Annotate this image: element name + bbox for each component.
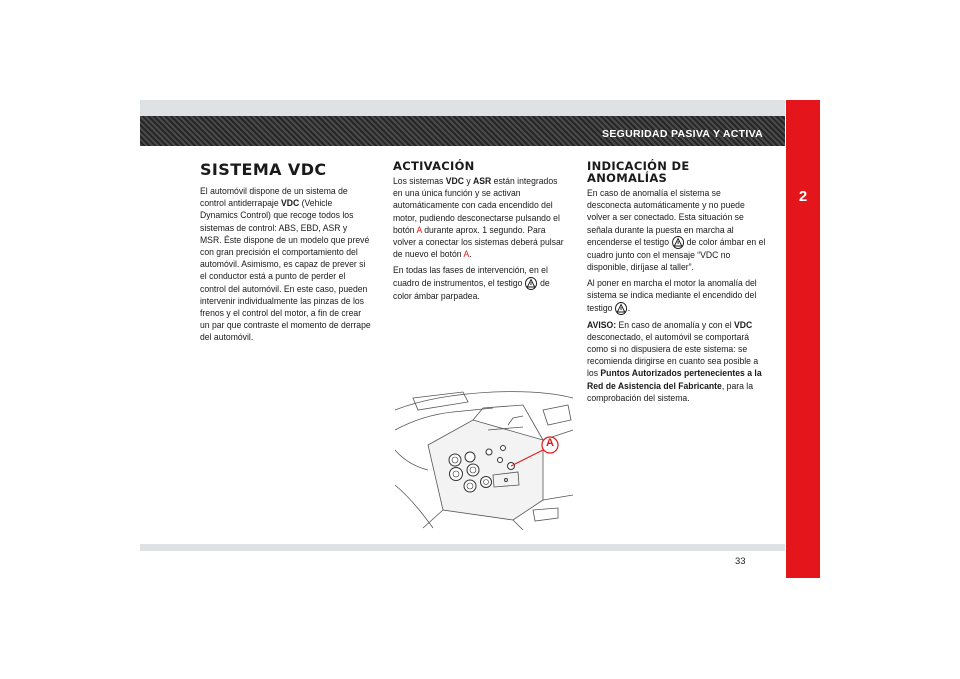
text-vdc: VDC — [734, 318, 753, 330]
text: (Vehicle Dynamics Control) que recoge todos los sistemas de control: ABS, EBD, ASR y MSR. Éste dispone de un modelo que prevé con gran precisión el comportamiento del automóvil. Asimismo, es capaz de prever si el conductor está a punto de perder el control del automóvil. En este caso, pueden intervenir individualmente las pinzas de los frenos y el control del motor, a fin de crear un par que contraste el momento de derrape del automóvil. — [200, 197, 371, 343]
text: , para la comprobación del sistema. — [587, 379, 754, 403]
column-indicacion-anomalias — [587, 160, 767, 408]
text: Los sistemas — [393, 175, 446, 186]
text: En caso de anomalía y con el — [616, 318, 735, 330]
text-vdc: VDC — [281, 197, 300, 209]
text-vdc: VDC — [445, 175, 464, 186]
figure-label-a: A — [546, 437, 554, 449]
header-bar — [140, 116, 785, 146]
text: y — [463, 175, 474, 186]
text-asr: ASR — [473, 175, 492, 186]
text: están integrados en una única función y se activan automáticamente con cada encendido del motor, pudiendo desconectarse pulsando el botón — [393, 175, 560, 235]
paragraph-anomalias-2 — [587, 277, 766, 314]
text-aviso-label: AVISO: — [587, 318, 617, 330]
text: En caso de anomalía el sistema se desconecta automáticamente y no puede volver a ser conectado. Esta situación se señala durante la puesta en marcha al encenderse el testigo — [587, 187, 745, 247]
text: desconectado, el automóvil se comportará como si no dispusiera de este sistema: se recomienda dirigirse en cuanto sea posible a los — [587, 330, 759, 379]
vdc-warning-icon — [615, 301, 631, 315]
paragraph-aviso — [587, 319, 766, 404]
text: de color ámbar en el cuadro junto con el mensaje “VDC no disponible, diríjase al taller”. — [587, 235, 766, 273]
bottom-band — [140, 544, 785, 551]
text: . — [469, 248, 472, 260]
paragraph-activacion-2 — [393, 264, 564, 301]
section-header-title: SEGURIDAD PASIVA Y ACTIVA — [602, 128, 763, 140]
text-puntos-autorizados: Puntos Autorizados pertenecientes a la Red de Asistencia del Fabricante — [587, 367, 762, 391]
paragraph-sistema-vdc — [200, 185, 371, 344]
text: Al poner en marcha el motor la anomalía del sistema se indica mediante el encendido del testigo — [587, 277, 757, 313]
text: En todas las fases de intervención, en el cuadro de instrumentos, el testigo — [393, 264, 548, 288]
console-illustration — [393, 390, 575, 530]
paragraph-anomalias-1 — [587, 187, 766, 273]
top-band — [140, 100, 785, 116]
text-button-a: A — [463, 248, 470, 260]
console-drawing — [393, 390, 575, 530]
chapter-number: 2 — [798, 188, 808, 205]
text: durante aprox. 1 segundo. Para volver a conectar los sistemas deberá pulsar de nuevo el botón — [393, 223, 564, 260]
chapter-tab[interactable] — [786, 100, 820, 578]
vdc-warning-icon — [671, 236, 684, 249]
paragraph-activacion-1 — [393, 175, 564, 260]
title-indicacion-anomalias: INDICACIÓN DE ANOMALÍAS — [587, 159, 690, 185]
title-sistema-vdc: SISTEMA VDC — [200, 160, 327, 179]
column-activacion — [393, 160, 565, 306]
page-number: 33 — [735, 556, 746, 567]
text-button-a: A — [416, 223, 422, 235]
text: de color ámbar parpadea. — [393, 276, 550, 301]
column-sistema-vdc — [200, 160, 372, 348]
vdc-warning-icon — [525, 277, 538, 290]
title-activacion: ACTIVACIÓN — [393, 159, 475, 173]
text: . — [627, 301, 631, 313]
text: El automóvil dispone de un sistema de control antiderrapaje — [200, 185, 348, 209]
